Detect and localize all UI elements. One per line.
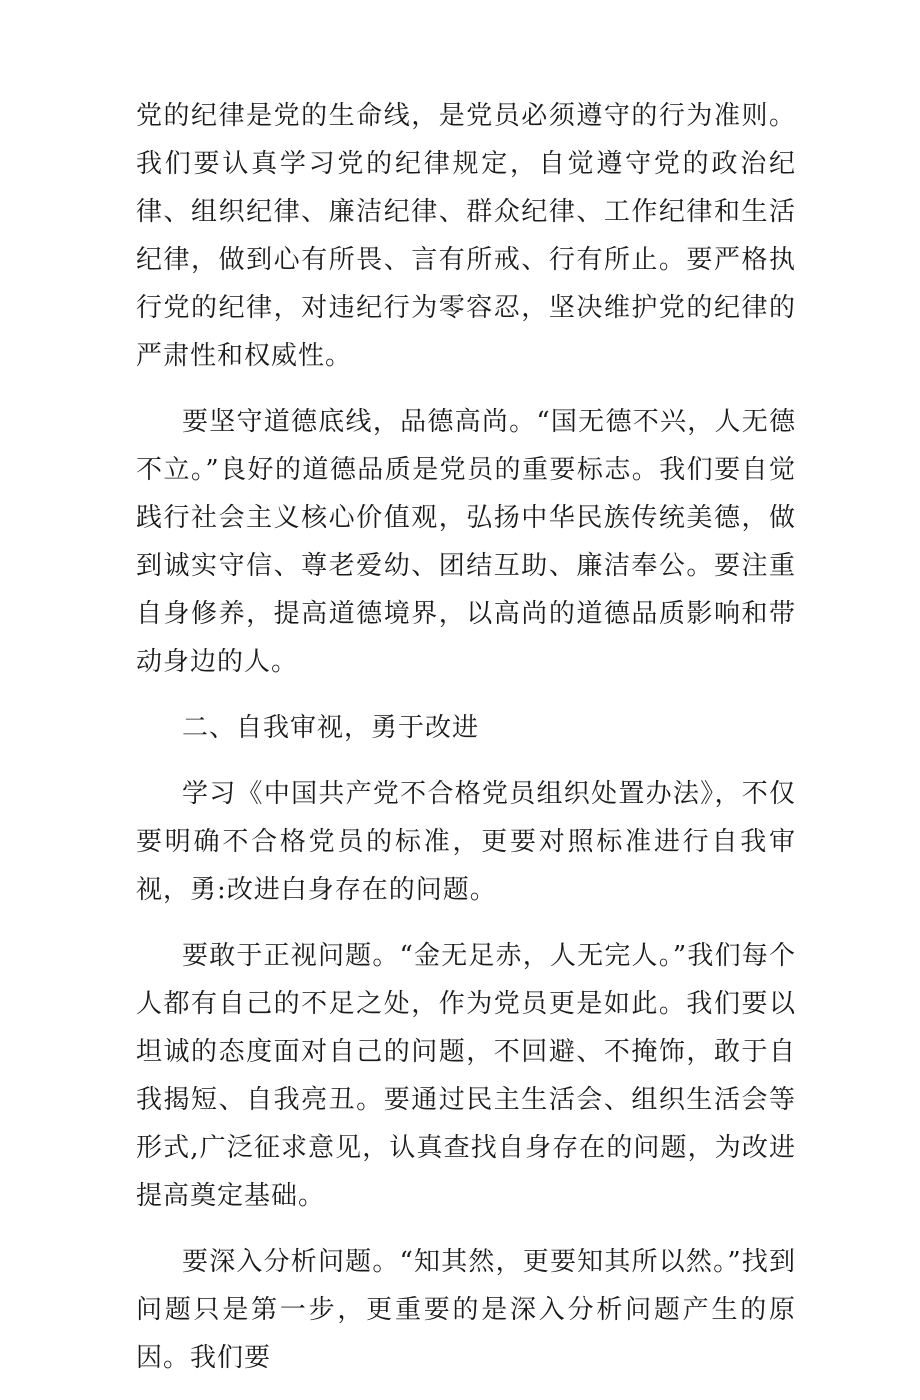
document-body: [136, 92, 796, 1400]
paragraph-self-review: 学习《中国共产党不合格党员组织处置办法》，不仅要明确不合格党员的标准，更要对照标准进行自我审视，勇:改进白身存在的问题。: [136, 779, 796, 905]
section-heading: 二、自我审视，勇于改进: [182, 713, 480, 743]
paragraph-analyze-problems: 要深入分析问题。“知其然，更要知其所以然。”找到问题只是第一步，更重要的是深入分析问题产生的原因。我们要: [136, 1247, 796, 1373]
paragraph-morality: 要坚守道德底线，品德高尚。“国无德不兴，人无德不立。”良好的道德品质是党员的重要标志。我们要自觉践行社会主义核心价值观，弘扬中华民族传统美德，做到诚实守信、尊老爱幼、团结互助、廉洁奉公。要注重自身修养，提高道德境界，以高尚的道德品质影响和带动身边的人。: [136, 407, 796, 677]
paragraph-discipline: 党的纪律是党的生命线，是党员必须遵守的行为准则。我们要认真学习党的纪律规定，自觉遵守党的政治纪律、组织纪律、廉洁纪律、群众纪律、工作纪律和生活纪律，做到心有所畏、言有所戒、行有所止。要严格执行党的纪律，对违纪行为零容忍，坚决维护党的纪律的严肃性和权威性。: [136, 101, 796, 371]
paragraph-face-problems: 要敢于正视问题。“金无足赤，人无完人。”我们每个人都有自己的不足之处，作为党员更是如此。我们要以坦诚的态度面对自己的问题，不回避、不掩饰，敢于自我揭短、自我亮丑。要通过民主生活会、组织生活会等形式,广泛征求意见，认真查找自身存在的问题，为改进提高奠定基础。: [136, 941, 796, 1211]
